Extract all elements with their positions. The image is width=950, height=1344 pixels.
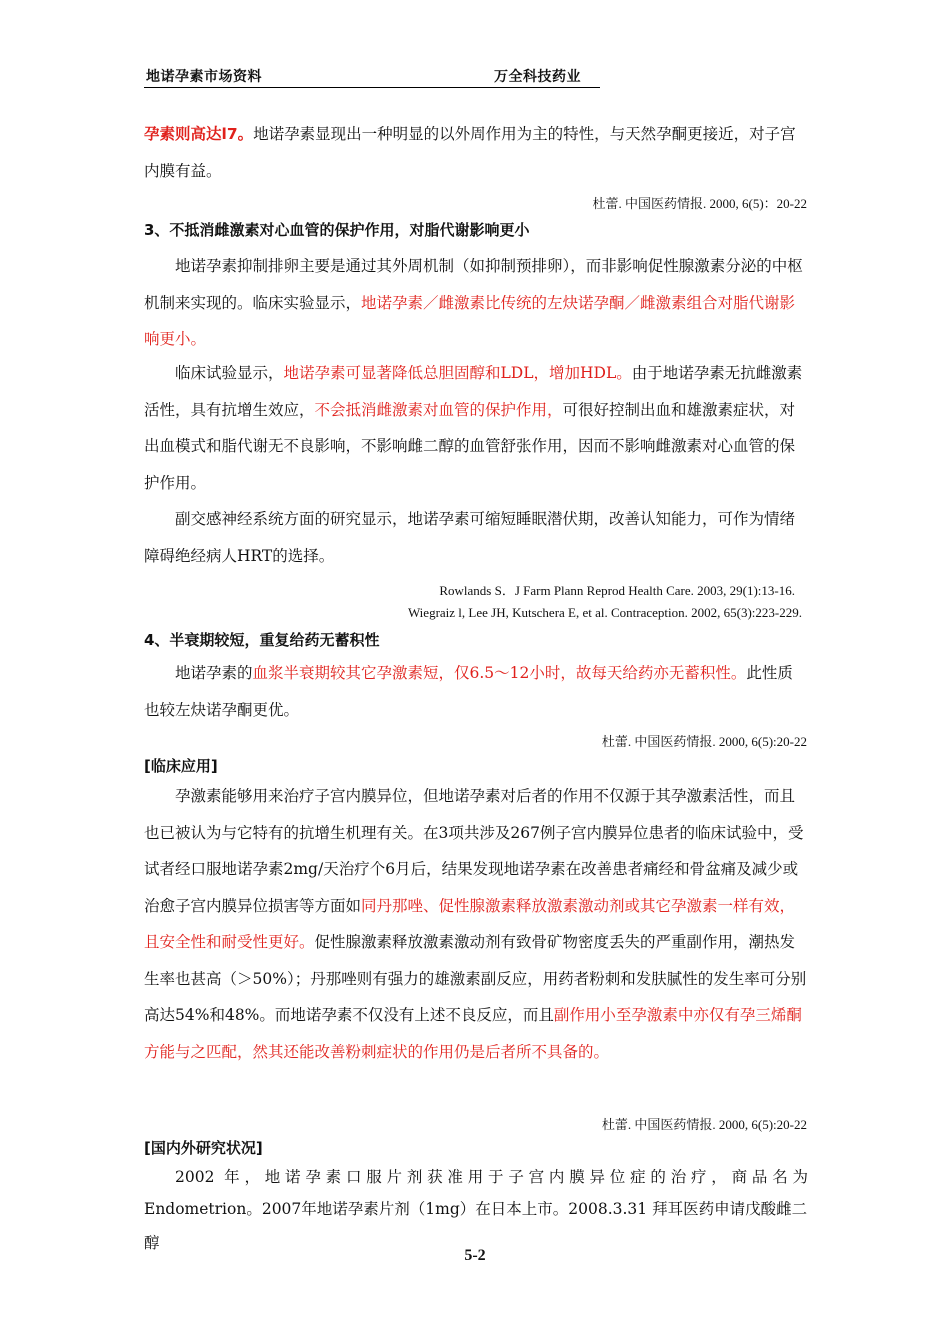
paragraph-text: 地诺孕素显现出一种明显的以外周作用为主的特性，与天然孕酮更接近，对子宫内膜有益。: [144, 125, 796, 180]
section-heading-clinical: [临床应用]: [144, 757, 218, 775]
highlight-red: 副作用小至孕激素中亦仅有孕三烯酮方能与之匹配，然其还能改善粉刺症状的作用仍是后者所不具备的。: [144, 1006, 802, 1061]
reference-4: 杜蕾. 中国医药情报. 2000, 6(5):20-22: [601, 1117, 807, 1132]
paragraph-text: 促性腺激素释放激素激动剂有致骨矿物密度丢失的严重副作用，潮热发生率也甚高（＞50%）；丹那唑则有强力的雄激素副反应，用药者粉刺和发肤腻性的发生率可分别高达54%和48%。而地诺孕素不仅没有上述不良反应，而且: [144, 933, 807, 1024]
page-number: 5-2: [464, 1247, 486, 1264]
section-heading-4: 4、半衰期较短，重复给药无蓄积性: [144, 631, 380, 649]
paragraph-text: 此性质也较左炔诺孕酮更优。: [144, 664, 793, 719]
paragraph-text: 由于地诺孕素无抗雌激素活性，具有抗增生效应，: [144, 364, 803, 419]
highlight-red: 不会抵消雌激素对血管的保护作用，: [314, 400, 563, 419]
paragraph-text: 地诺孕素抑制排卵主要是通过其外周机制（如抑制预排卵），而非影响促性腺激素分泌的中枢机制来实现的。临床实验显示，: [144, 257, 803, 312]
paragraph-2: [144, 248, 808, 358]
paragraph-1: [144, 116, 808, 189]
highlight-red: 地诺孕素可显著降低总胆固醇和LDL，增加HDL。: [283, 364, 632, 382]
paragraph-7-line-1: 2002 年，地诺孕素口服片剂获准用于子宫内膜异位症的治疗，商品名为: [175, 1168, 808, 1186]
paragraph-7-rest: Endometrion。2007年地诺孕素片剂（1mg）在日本上市。2008.3.31 拜耳医药申请戊酸雌二醇: [144, 1200, 808, 1252]
paragraph-text: 临床试验显示，: [175, 364, 284, 382]
paragraph-text: 可很好控制出血和雄激素症状，对出血模式和脂代谢无不良影响，不影响雌二醇的血管舒张作用，因而不影响雌激素对心血管的保护作用。: [144, 400, 796, 492]
highlight-red: 地诺孕素／雌激素比传统的左炔诺孕酮／雌激素组合对脂代谢影响更小。: [144, 293, 796, 348]
reference-3: 杜蕾. 中国医药情报. 2000, 6(5):20-22: [601, 734, 807, 749]
highlight-red: 血浆半衰期较其它孕激素短，仅6.5～12小时，故每天给药亦无蓄积性。: [252, 664, 747, 682]
reference-1: 杜蕾. 中国医药情报. 2000, 6(5)：20-22: [592, 196, 807, 211]
header-left-title: 地诺孕素市场资料: [146, 69, 262, 85]
paragraph-3: [144, 355, 808, 501]
highlight-red-bold: 孕素则高达l7。: [144, 125, 254, 143]
paragraph-text: 孕激素能够用来治疗子宫内膜异位，但地诺孕素对后者的作用不仅源于其孕激素活性，而且也已被认为与它特有的抗增生机理有关。在3项共涉及267例子宫内膜异位患者的临床试验中，受试者经口服地诺孕素2mg/天治疗个6月后，结果发现地诺孕素在改善患者痛经和骨盆痛及减少或治愈子宫内膜异位损害等方面如: [144, 787, 804, 915]
header-right-company: 万全科技药业: [494, 69, 581, 85]
reference-2a: Rowlands S．J Farm Plann Reprod Health Care. 2003, 29(1):13-16.: [439, 583, 795, 598]
paragraph-5: [144, 655, 808, 728]
reference-2b: Wiegraiz l, Lee JH, Kutschera E, et al. Contraception. 2002, 65(3):223-229.: [407, 605, 802, 620]
section-heading-research: [国内外研究状况]: [144, 1139, 263, 1157]
section-heading-3: 3、不抵消雌激素对心血管的保护作用，对脂代谢影响更小: [144, 221, 530, 239]
highlight-red: 同丹那唑、促性腺激素释放激素激动剂或其它孕激素一样有效，且安全性和耐受性更好。: [144, 896, 796, 951]
header-rule: [144, 87, 600, 88]
paragraph-text: 地诺孕素的: [175, 664, 253, 682]
paragraph-6: [144, 778, 808, 1070]
paragraph-4: 副交感神经系统方面的研究显示，地诺孕素可缩短睡眠潜伏期，改善认知能力，可作为情绪障碍绝经病人HRT的选择。: [144, 510, 796, 565]
